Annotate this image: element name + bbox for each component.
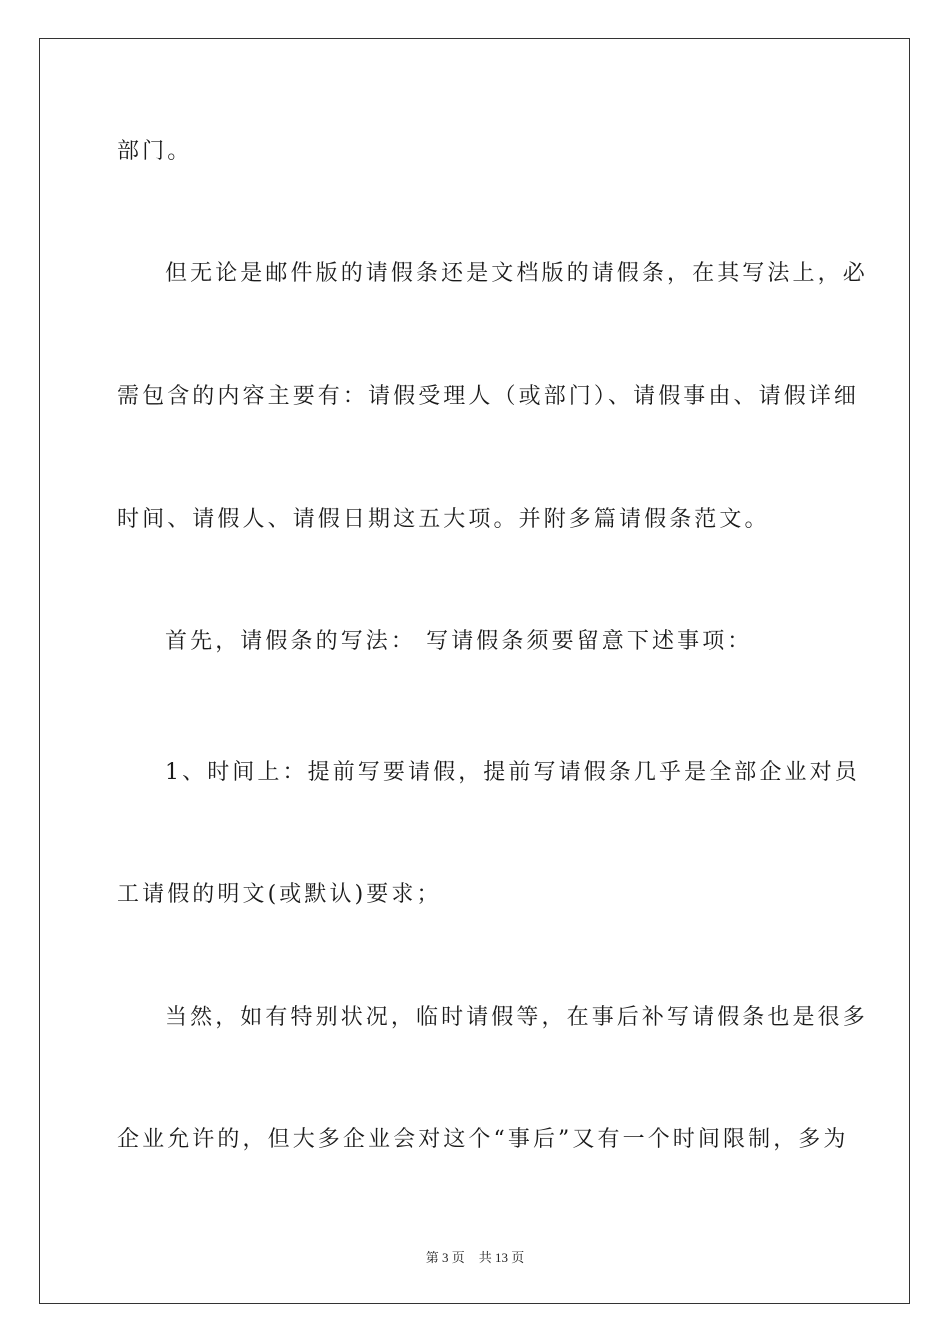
text-line-9: 企业允许的，但大多企业会对这个“事后”又有一个时间限制，多为 — [117, 1127, 849, 1152]
text-line-2: 但无论是邮件版的请假条还是文档版的请假条，在其写法上，必 — [165, 261, 868, 286]
text-line-1: 部门。 — [117, 139, 193, 164]
text-line-5: 首先，请假条的写法： 写请假条须要留意下述事项： — [165, 629, 753, 654]
text-line-6: 1、时间上：提前写要请假，提前写请假条几乎是全部企业对员 — [165, 760, 860, 785]
page-footer — [0, 1250, 950, 1266]
page-total: 共 13 页 — [478, 1250, 525, 1265]
page-border — [39, 38, 910, 1304]
page-number: 第 3 页 — [425, 1250, 465, 1265]
text-line-3: 需包含的内容主要有：请假受理人（或部门）、请假事由、请假详细 — [117, 384, 860, 409]
text-line-4: 时间、请假人、请假日期这五大项。并附多篇请假条范文。 — [117, 507, 770, 532]
text-line-7: 工请假的明文(或默认)要求； — [117, 882, 442, 907]
text-line-8: 当然，如有特别状况，临时请假等，在事后补写请假条也是很多 — [165, 1005, 868, 1030]
